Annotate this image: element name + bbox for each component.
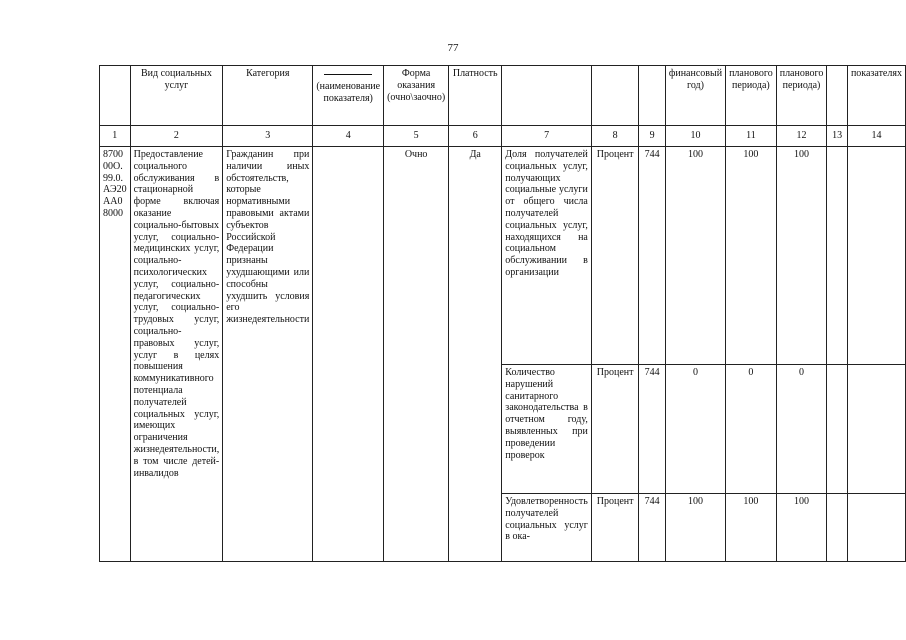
- indicator-value-year: 0: [665, 365, 725, 494]
- column-number: 12: [776, 126, 827, 147]
- indicator-unit: Процент: [591, 494, 639, 562]
- column-number: 4: [313, 126, 384, 147]
- header-cell-2: Вид социальных услуг: [130, 66, 223, 126]
- header-cell-10: финансовый год): [665, 66, 725, 126]
- service-form: Очно: [384, 147, 449, 562]
- column-number: 11: [726, 126, 777, 147]
- column-number-row: [100, 126, 906, 147]
- blank-line: [324, 74, 372, 75]
- service-code: 870000О.99.0.АЭ20АА08000: [100, 147, 131, 562]
- header-cell-8: [591, 66, 639, 126]
- column-number: 7: [502, 126, 592, 147]
- indicator-name: Удовлетворенность получателей социальных услуг в ока-: [502, 494, 592, 562]
- indicator-unit-code: 744: [639, 147, 666, 365]
- indicator-unit: Процент: [591, 365, 639, 494]
- header-cell-5: Форма оказания (очно\заочно): [384, 66, 449, 126]
- empty-cell: [827, 365, 848, 494]
- empty-cell: [847, 365, 905, 494]
- empty-cell: [827, 147, 848, 365]
- column-number: 1: [100, 126, 131, 147]
- header-cell-7: [502, 66, 592, 126]
- column-number: 14: [847, 126, 905, 147]
- header-cell-3: Категория: [223, 66, 313, 126]
- column-number: 6: [449, 126, 502, 147]
- header-cell-14: показателях: [847, 66, 905, 126]
- indicator-value-period2: 100: [776, 494, 827, 562]
- header-cell-12: планового периода): [776, 66, 827, 126]
- services-table: [99, 65, 906, 562]
- page-number: 77: [447, 42, 459, 54]
- header-cell-6: Платность: [449, 66, 502, 126]
- empty-cell: [847, 494, 905, 562]
- indicator-value-period2: 100: [776, 147, 827, 365]
- indicator-name: Количество нарушений санитарного законодательства в отчетном году, выявленных при проведении проверок: [502, 365, 592, 494]
- empty-cell: [847, 147, 905, 365]
- header-cell-4: [313, 66, 384, 126]
- indicator-value-period1: 100: [726, 494, 777, 562]
- indicator-unit: Процент: [591, 147, 639, 365]
- column-number: 10: [665, 126, 725, 147]
- header-cell-4-text: (наименование показателя): [316, 80, 381, 104]
- table-header-row: [100, 66, 906, 126]
- table-row: [100, 147, 906, 365]
- header-cell-11: планового периода): [726, 66, 777, 126]
- indicator-value-period2: 0: [776, 365, 827, 494]
- service-type: Предоставление социального обслуживания в стационарной форме включая оказание социально-бытовых услуг, социально-медицинских услуг, социально-психологических услуг, социально-педагогических услуг, социально-трудовых услуг, социально-правовых услуг, услуг в целях повышения коммуникативного потенциала получателей социальных услуг, имеющих ограничения жизнедеятельности, в том числе детей-инвалидов: [130, 147, 223, 562]
- indicator-unit-code: 744: [639, 365, 666, 494]
- column-number: 13: [827, 126, 848, 147]
- indicator-value-year: 100: [665, 494, 725, 562]
- header-cell-13: [827, 66, 848, 126]
- recipient-category: Гражданин при наличии иных обстоятельств, которые нормативными правовыми актами субъектов Российской Федерации признаны ухудшающими или способны ухудшить условия его жизнедеятельности: [223, 147, 313, 562]
- indicator-value-year: 100: [665, 147, 725, 365]
- empty-cell: [827, 494, 848, 562]
- column-number: 5: [384, 126, 449, 147]
- header-cell-9: [639, 66, 666, 126]
- empty-cell: [313, 147, 384, 562]
- column-number: 2: [130, 126, 223, 147]
- service-paid: Да: [449, 147, 502, 562]
- column-number: 9: [639, 126, 666, 147]
- header-cell-1: [100, 66, 131, 126]
- column-number: 8: [591, 126, 639, 147]
- column-number: 3: [223, 126, 313, 147]
- indicator-value-period1: 100: [726, 147, 777, 365]
- indicator-value-period1: 0: [726, 365, 777, 494]
- indicator-name: Доля получателей социальных услуг, получающих социальные услуги от общего числа получателей социальных услуг, находящихся на социальном обслуживании в организации: [502, 147, 592, 365]
- indicator-unit-code: 744: [639, 494, 666, 562]
